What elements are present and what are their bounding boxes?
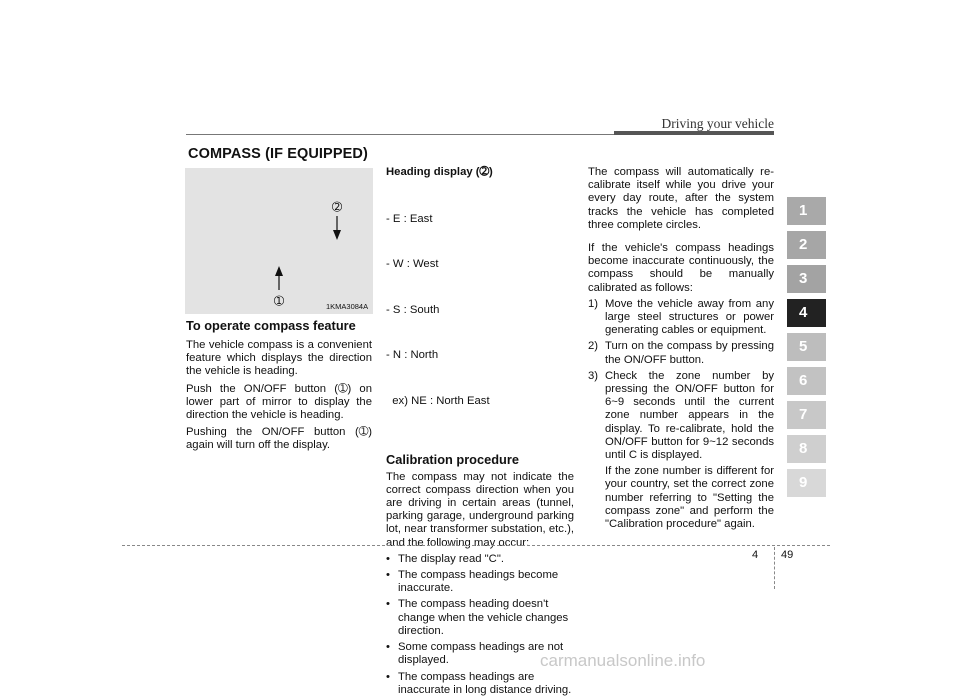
- operate-para-2: Push the ON/OFF button (➀) on lower part of mirror to display the direction the vehicle is heading.: [186, 382, 372, 422]
- list-item: • The compass heading doesn't change when the vehicle changes direction.: [386, 598, 574, 638]
- calibration-intro: The compass may not indicate the correct compass direction when you are driving in certain areas (tunnel, parking garage, underground parking lot, near transformer substation, etc.), and the following may occur:: [386, 470, 574, 549]
- list-item: - N : North: [386, 349, 439, 362]
- auto-calibrate-para: The compass will automatically re-calibrate itself while you drive your every day route, after the system tracks the vehicle has completed three complete circles.: [588, 166, 774, 231]
- heading-display-list: [386, 181, 574, 439]
- list-item: 1) Move the vehicle away from any large steel structures or power generating cables or equipment.: [588, 297, 774, 337]
- callout-2: ➁: [331, 200, 343, 214]
- chapter-tab-9[interactable]: 9: [787, 469, 826, 497]
- list-item: - E : East: [386, 212, 433, 225]
- page-chapter: 4: [752, 549, 759, 561]
- figure-code: 1KMA3084A: [326, 302, 369, 311]
- chapter-tab-2[interactable]: 2: [787, 231, 826, 259]
- arrow-down-head: [333, 230, 341, 240]
- chapter-tab-6[interactable]: 6: [787, 367, 826, 395]
- callout-arrows: [185, 168, 373, 314]
- chapter-tab-5[interactable]: 5: [787, 333, 826, 361]
- manual-calibrate-para: If the vehicle's compass headings become inaccurate continuously, the compass should be manually calibrated as follows:: [588, 242, 774, 294]
- heading-display-title: Heading display (➁): [386, 166, 493, 178]
- watermark: carmanualsonline.info: [540, 651, 706, 670]
- chapter-tab-7[interactable]: 7: [787, 401, 826, 429]
- chapter-tab-1[interactable]: 1: [787, 197, 826, 225]
- footer-divider: [774, 547, 775, 589]
- page-number: 49: [781, 549, 794, 561]
- list-item: 3) Check the zone number by pressing the ON/OFF button for 6~9 seconds until the current zone number appears in the display. To re-calibrate, hold the ON/OFF button for 9~12 seconds until C is displayed.: [588, 369, 774, 462]
- section-title: COMPASS (IF EQUIPPED): [188, 146, 368, 162]
- callout-1: ➀: [273, 294, 285, 308]
- compass-figure: [185, 168, 373, 314]
- list-item: • The compass headings become inaccurate.: [386, 569, 574, 595]
- operate-para-1: The vehicle compass is a convenient feature which displays the direction the vehicle is heading.: [186, 339, 372, 378]
- header-rule-accent: [614, 131, 774, 135]
- list-item: - W : West: [386, 258, 439, 271]
- calibration-bullets: [386, 553, 574, 697]
- chapter-tab-4-active[interactable]: 4: [787, 299, 826, 327]
- running-header: Driving your vehicle: [661, 116, 774, 131]
- calibration-steps: [588, 298, 774, 531]
- chapter-tab-3[interactable]: 3: [787, 265, 826, 293]
- list-item: • Some compass headings are not displayed.: [386, 641, 574, 667]
- list-item: 2) Turn on the compass by pressing the ON/OFF button.: [588, 340, 774, 366]
- arrow-up-head: [275, 266, 283, 276]
- column-2: [386, 166, 574, 697]
- list-item: ex) NE : North East: [386, 395, 490, 408]
- list-item: • The display read "C".: [386, 553, 574, 566]
- chapter-tab-8[interactable]: 8: [787, 435, 826, 463]
- footer-rule: [122, 545, 830, 546]
- list-item: • The compass headings are inaccurate in long distance driving.: [386, 671, 574, 697]
- operate-para-3: Pushing the ON/OFF button (➀) again will turn off the display.: [186, 426, 372, 452]
- list-item: - S : South: [386, 303, 440, 316]
- column-1: [186, 318, 372, 453]
- zone-note: If the zone number is different for your country, set the correct zone number referring to "Setting the compass zone" and perform the "Calibration procedure" again.: [605, 465, 774, 531]
- column-3: [588, 166, 774, 531]
- calibration-heading: Calibration procedure: [386, 451, 519, 467]
- operate-heading: To operate compass feature: [186, 318, 356, 333]
